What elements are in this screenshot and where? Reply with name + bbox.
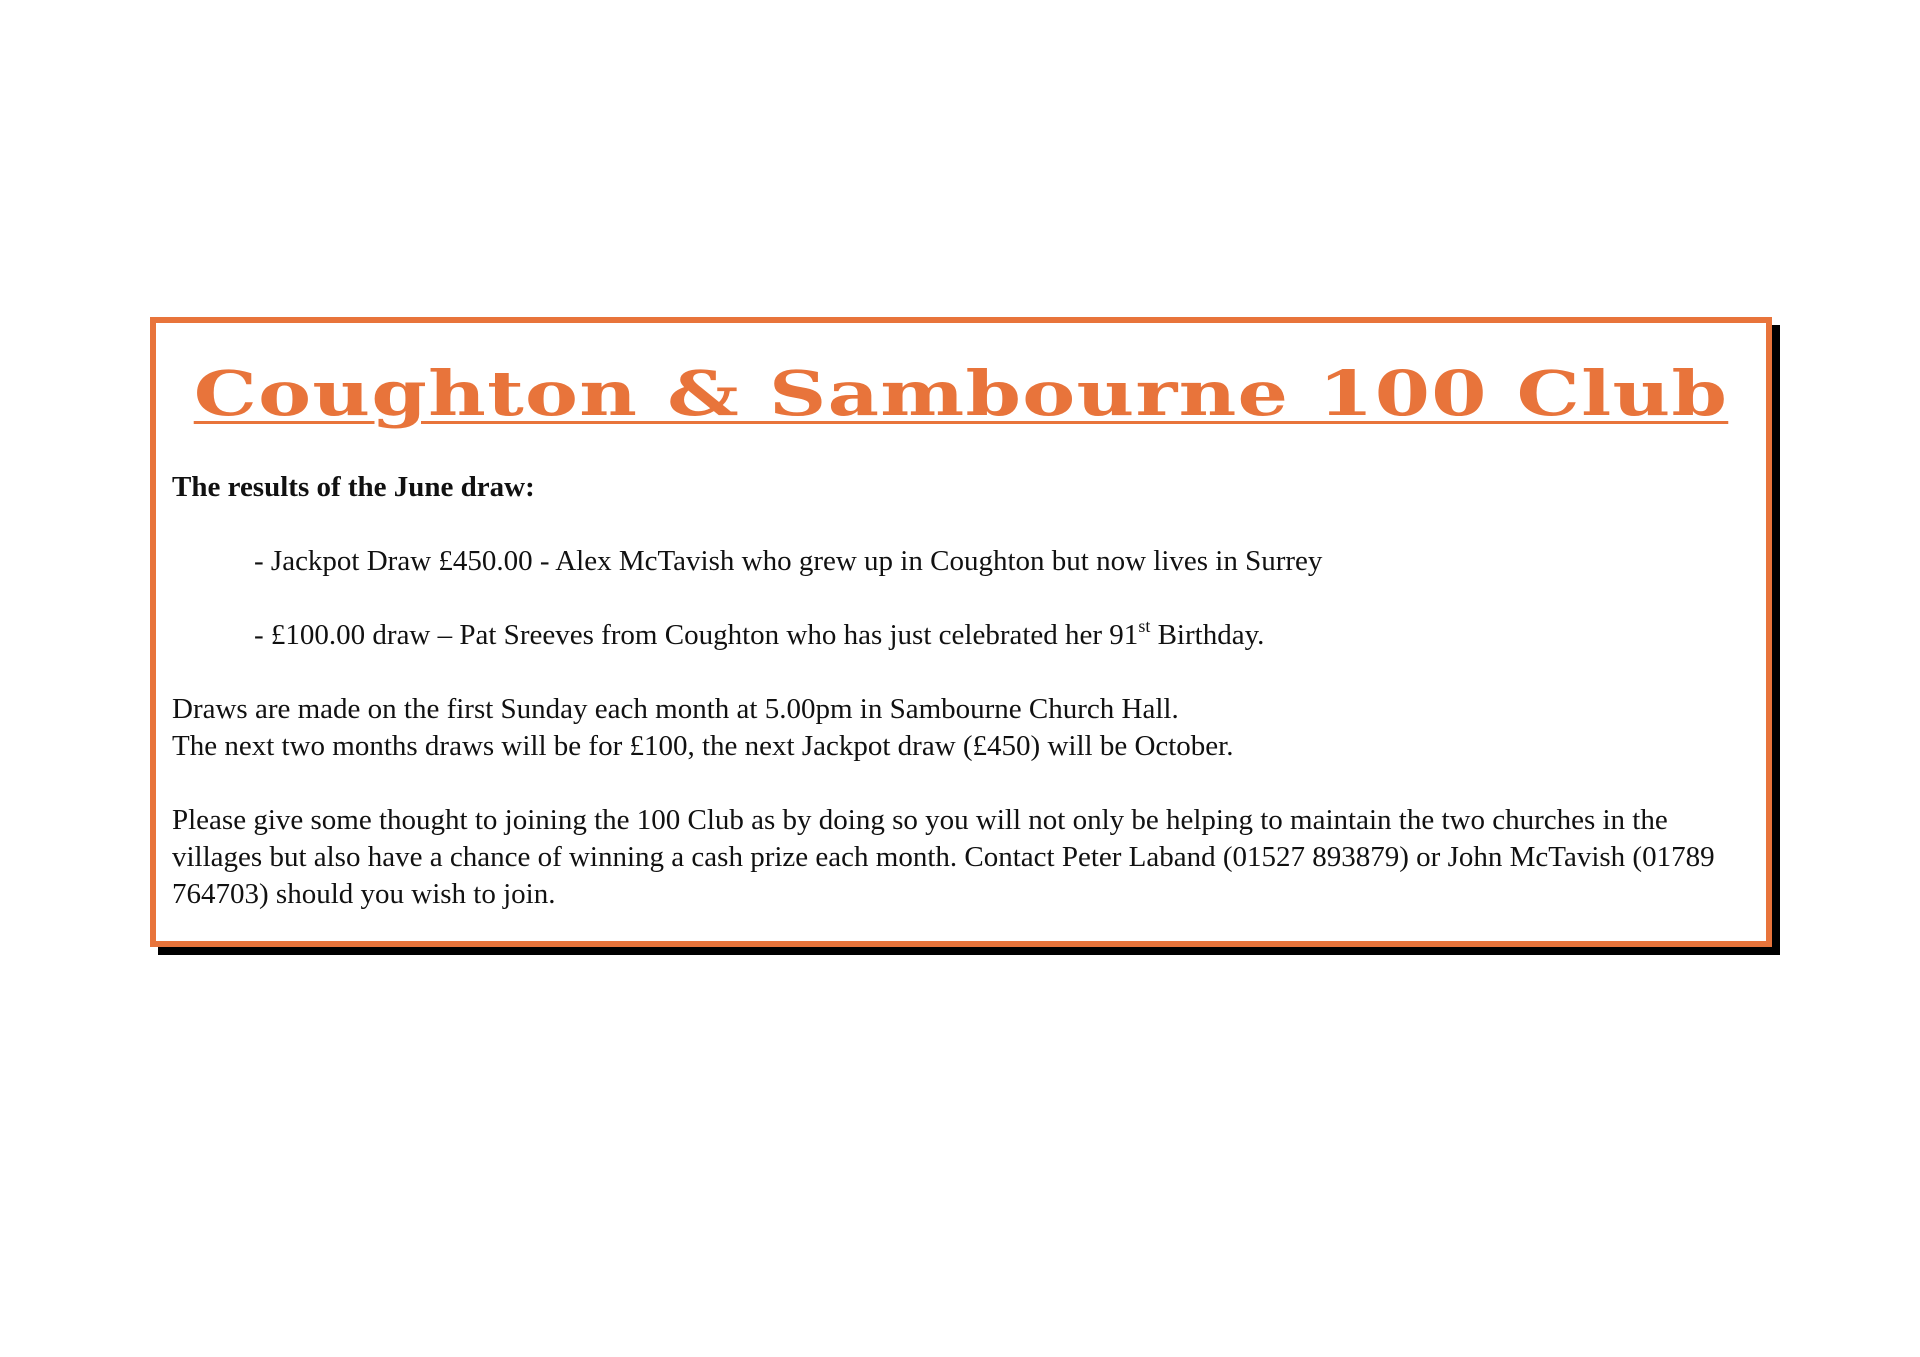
hundred-pound-result-ending: Birthday. [1150,619,1265,651]
club-title [0,355,1920,433]
jackpot-result: - Jackpot Draw £450.00 - Alex McTavish who grew up in Coughton but now lives in Surrey [254,545,1323,577]
joining-appeal: Please give some thought to joining the 100 Club as by doing so you will not only be helping to maintain the two churches in the villages but also have a chance of winning a cash prize each month. Contact Peter Laband (01527 893879) or John McTavish (01789 764703) should you wish to join. [172,804,1715,910]
hundred-pound-result-text: - £100.00 draw – Pat Sreeves from Coughton who has just celebrated her 91 [254,619,1139,651]
draw-schedule [172,691,1748,765]
club-notice-box [150,317,1772,947]
ordinal-suffix: st [1138,616,1151,636]
next-draws-line: The next two months draws will be for £100, the next Jackpot draw (£450) will be October. [172,730,1234,762]
club-title-text: Coughton & Sambourne 100 Club [193,357,1729,430]
results-heading: The results of the June draw: [172,471,535,503]
draw-schedule-line: Draws are made on the first Sunday each month at 5.00pm in Sambourne Church Hall. [172,693,1179,725]
notice-content [172,469,1748,913]
hundred-pound-result [254,617,1748,654]
